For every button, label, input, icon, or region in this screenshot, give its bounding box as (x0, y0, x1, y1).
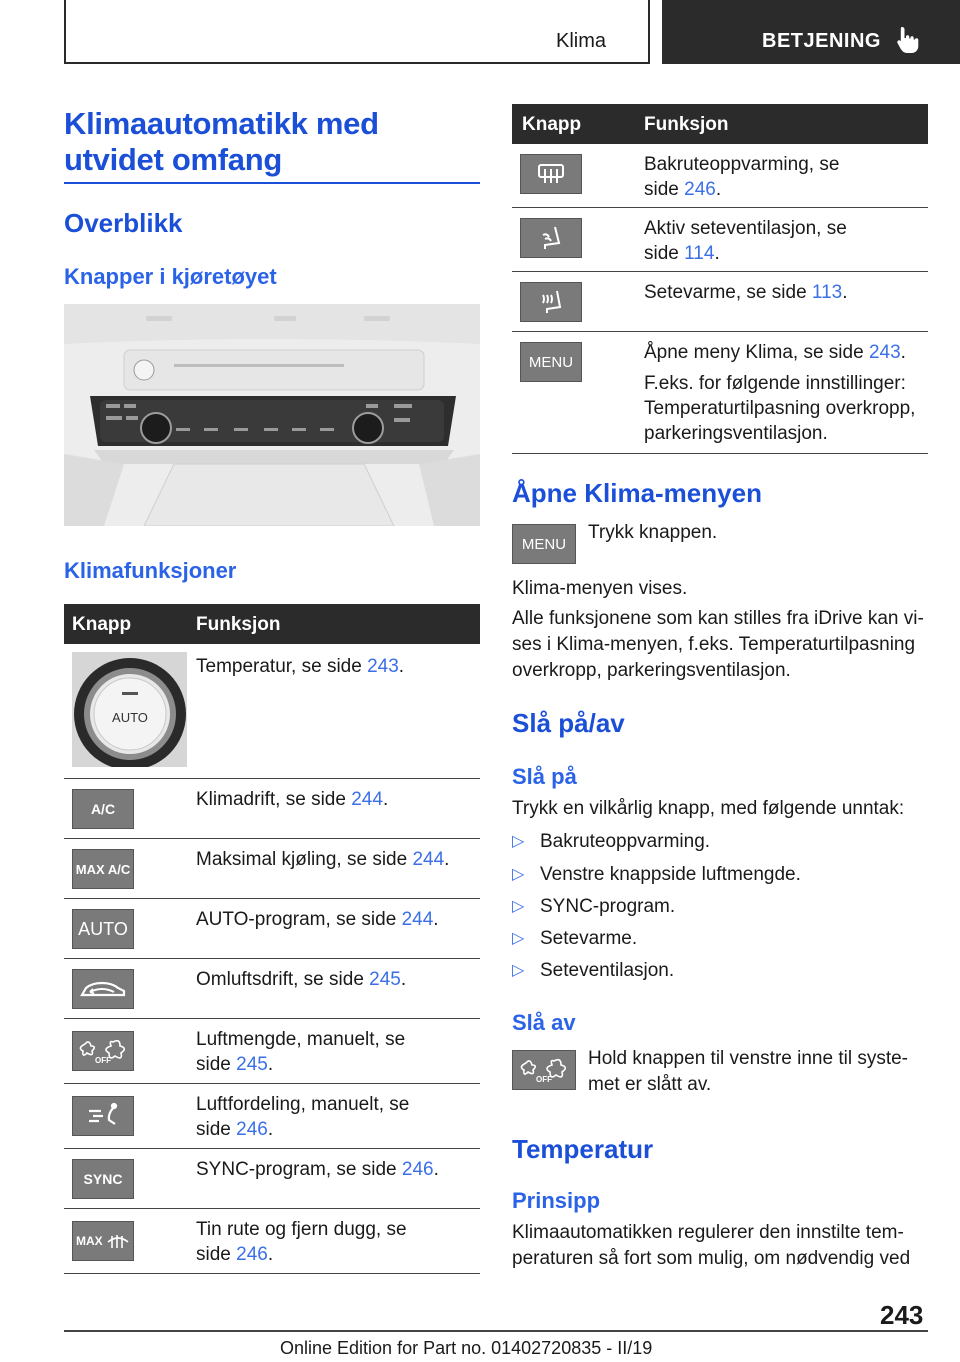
menu-icon: MENU (520, 342, 582, 382)
seat-ventilation-icon (520, 218, 582, 258)
max-defrost-icon (72, 1221, 134, 1261)
seat-heating-icon (520, 282, 582, 322)
table-row (64, 644, 480, 779)
rear-defrost-icon (520, 154, 582, 194)
table-row (64, 1149, 480, 1209)
principle-heading: Prinsipp (512, 1188, 601, 1213)
on-text: Trykk en vilkårlig knapp, med følgende unntak: (512, 798, 905, 819)
header-chapter-label: BETJENING (762, 30, 881, 52)
function-text: Åpne meny Klima, se side 243. F.eks. for følgende innstillinger: Temperaturtilpasning overkropp, parkeringsventilasjon. (644, 342, 916, 444)
header-chapter-tab (662, 0, 960, 64)
function-text: Luftfordeling, manuelt, se side 246. (196, 1094, 410, 1140)
recirculation-icon (72, 969, 134, 1009)
max-ac-icon: MAX A/C (72, 849, 134, 889)
function-text: Maksimal kjøling, se side 244. (196, 849, 450, 870)
fan-speed-icon (72, 1031, 134, 1071)
function-text: Temperatur, se side 243. (196, 656, 405, 677)
table-row (512, 208, 928, 272)
table-row (64, 1209, 480, 1274)
svg-text:MAX: MAX (76, 1234, 103, 1248)
off-heading: Slå av (512, 1010, 576, 1035)
function-text: Tin rute og fjern dugg, se side 246. (196, 1219, 407, 1265)
climate-functions-table (64, 604, 480, 1274)
table-row (64, 1084, 480, 1149)
svg-text:OFF: OFF (536, 1075, 552, 1084)
onoff-heading: Slå på/av (512, 708, 625, 738)
page-number: 243 (880, 1300, 924, 1330)
header-function: Funksjon (196, 614, 281, 635)
function-text: AUTO-program, se side 244. (196, 909, 439, 930)
climate-control-panel-photo (64, 304, 480, 526)
open-menu-paragraph: Alle funksjonene som kan stilles fra iDrive kan vi- ses i Klima-menyen, f.eks. Temperaturtilpasning overkropp, parkeringsventilasjon. (512, 608, 924, 681)
title-underline (64, 182, 480, 184)
open-menu-shown: Klima-menyen vises. (512, 578, 688, 599)
temperature-knob-icon (72, 652, 187, 767)
climate-functions-table-continued (512, 104, 928, 454)
function-text: Klimadrift, se side 244. (196, 789, 389, 810)
table-row (512, 272, 928, 332)
temperature-text: Klimaautomatikken regulerer den innstilte tem- peraturen så fort som mulig, om nødvendig ved (512, 1222, 911, 1269)
header-function: Funksjon (644, 114, 729, 135)
table-row (64, 959, 480, 1019)
table-row (64, 839, 480, 899)
function-text: Bakruteoppvarming, se side 246. (644, 154, 840, 200)
function-text: Luftmengde, manuelt, se side 245. (196, 1029, 406, 1075)
on-heading: Slå på (512, 764, 577, 789)
function-text: SYNC-program, se side 246. (196, 1159, 439, 1180)
sync-icon: SYNC (72, 1159, 134, 1199)
page-title-line1: Klimaautomatikk med (64, 106, 379, 141)
svg-text:OFF: OFF (95, 1056, 111, 1065)
page-title (64, 106, 379, 178)
knob-auto-label: AUTO (112, 710, 148, 725)
header-button: Knapp (522, 114, 582, 135)
table-row (512, 332, 928, 454)
header-section-label: Klima (556, 30, 607, 52)
ac-icon: A/C (72, 789, 134, 829)
hand-pointer-icon (896, 26, 922, 54)
menu-button-icon: MENU (512, 524, 576, 564)
table-row (64, 899, 480, 959)
off-text: Hold knappen til venstre inne til syste- met er slått av. (588, 1048, 908, 1095)
functions-heading: Klimafunksjoner (64, 558, 237, 583)
table-row (512, 144, 928, 208)
temperature-heading: Temperatur (512, 1134, 654, 1164)
overview-heading: Overblikk (64, 208, 183, 238)
air-distribution-icon (72, 1096, 134, 1136)
buttons-heading: Knapper i kjøretøyet (64, 264, 277, 289)
open-menu-press: Trykk knappen. (588, 522, 718, 543)
table-row (64, 779, 480, 839)
open-menu-heading: Åpne Klima-menyen (512, 478, 762, 508)
table-header (512, 104, 928, 144)
function-text: Omluftsdrift, se side 245. (196, 969, 407, 990)
fan-off-button-icon (512, 1050, 576, 1090)
function-text: Setevarme, se side 113. (644, 282, 848, 303)
page-title-line2: utvidet omfang (64, 142, 282, 177)
table-header (64, 604, 480, 644)
auto-icon: AUTO (72, 909, 134, 949)
header-button: Knapp (72, 614, 132, 635)
function-text: Aktiv seteventilasjon, se side 114. (644, 218, 847, 264)
table-row (64, 1019, 480, 1084)
footer-edition: Online Edition for Part no. 01402720835 - II/19 (280, 1338, 653, 1358)
footer-divider (64, 1330, 928, 1332)
